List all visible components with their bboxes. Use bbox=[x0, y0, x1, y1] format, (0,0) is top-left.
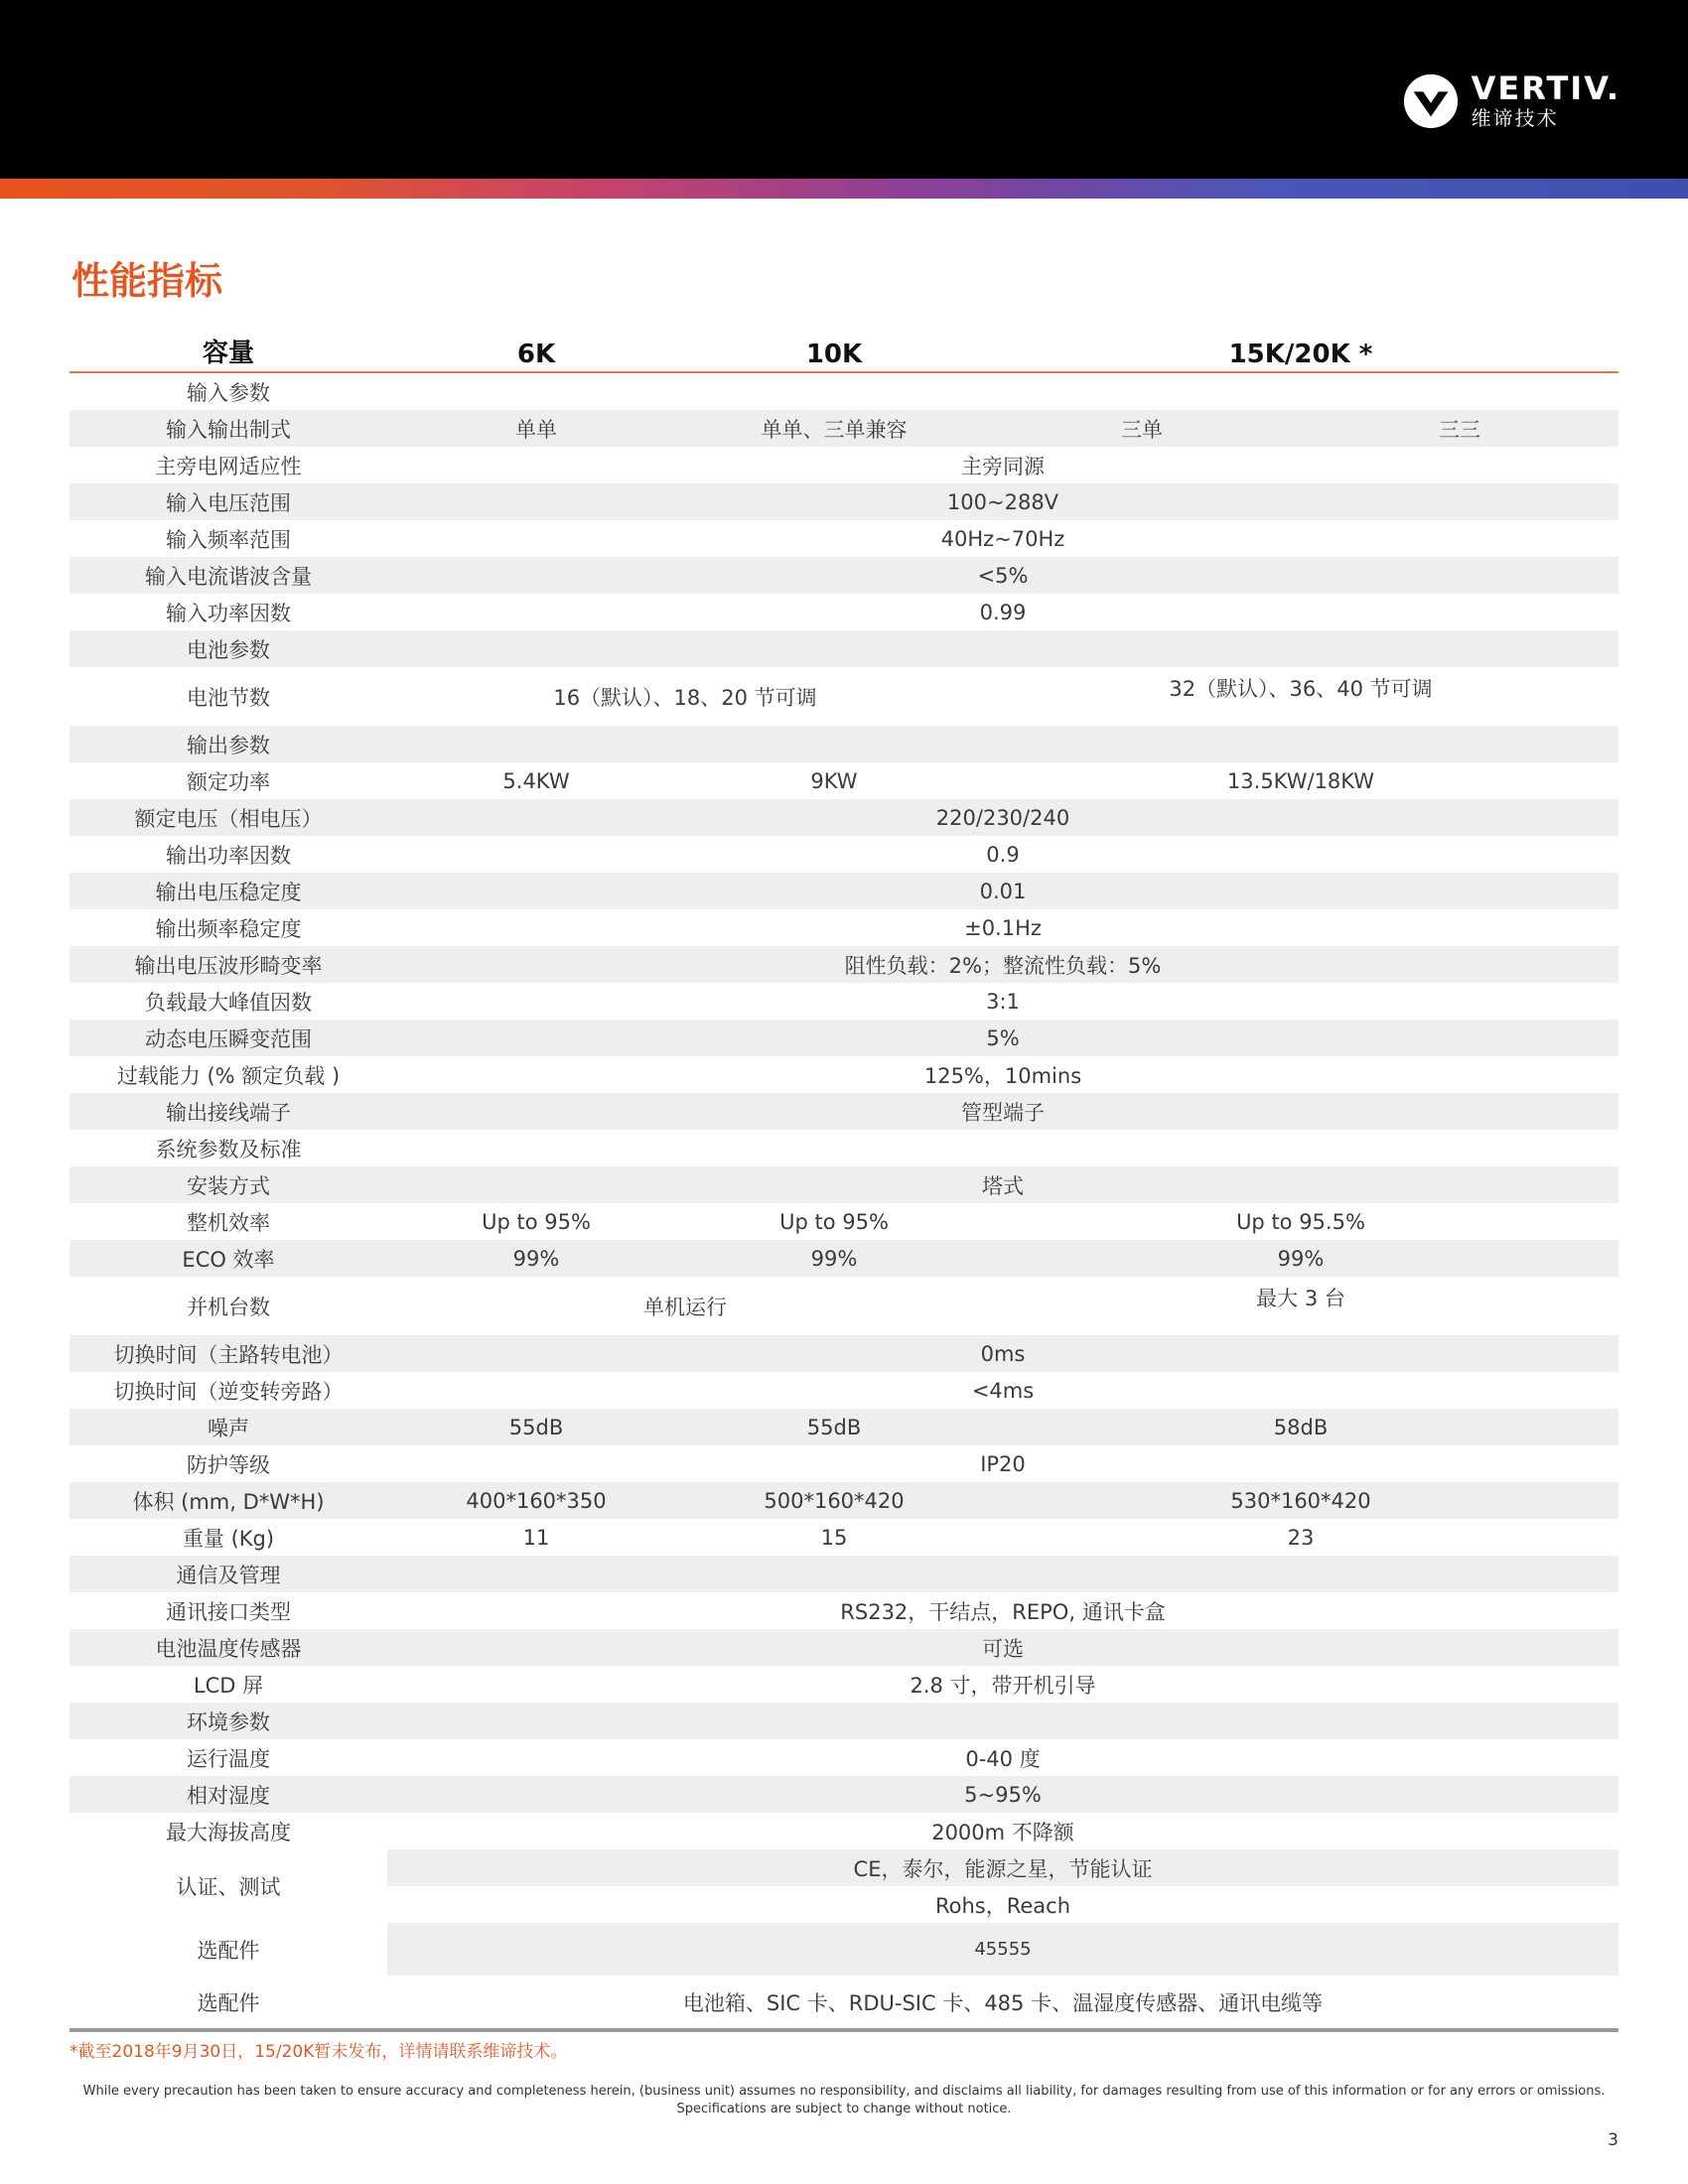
brand-name: VERTIV. bbox=[1471, 69, 1620, 107]
cell-15k-20k: 13.5KW/18KW bbox=[1226, 768, 1375, 793]
cell-all: 125%，10mins bbox=[923, 1063, 1082, 1088]
table-row bbox=[70, 1923, 1618, 1976]
cell-all: 0.9 bbox=[986, 842, 1020, 867]
cell-10k: 500*160*420 bbox=[685, 1482, 983, 1519]
table-row bbox=[70, 1629, 1618, 1666]
table-row bbox=[70, 1240, 1618, 1277]
cell-all: CE，泰尔，能源之星，节能认证 bbox=[387, 1849, 1618, 1886]
table-row bbox=[70, 1093, 1618, 1130]
page-title: 性能指标 bbox=[71, 259, 223, 303]
cell-6k: 99% bbox=[387, 1240, 685, 1277]
row-label: 通讯接口类型 bbox=[166, 1599, 291, 1624]
cell-all: 40Hz~70Hz bbox=[940, 526, 1065, 551]
table-row bbox=[70, 1166, 1618, 1203]
table-row bbox=[70, 1445, 1618, 1482]
cell-15k-20k: 最大 3 台 bbox=[1256, 1287, 1345, 1310]
table-row bbox=[70, 1409, 1618, 1445]
row-label: 额定功率 bbox=[187, 769, 270, 794]
row-label: 输入功率因数 bbox=[166, 601, 291, 625]
row-label: 电池温度传感器 bbox=[70, 1629, 387, 1666]
row-label: 并机台数 bbox=[187, 1295, 270, 1319]
row-label: 输出电压波形畸变率 bbox=[70, 946, 387, 983]
cell-all: 电池箱、SIC 卡、RDU-SIC 卡、485 卡、温湿度传感器、通讯电缆等 bbox=[387, 1976, 1618, 2030]
cell-15k: 三单 bbox=[983, 410, 1301, 447]
page-number: 3 bbox=[1608, 2130, 1618, 2150]
cell-15k-20k: 32（默认）、36、40 节可调 bbox=[1169, 677, 1433, 701]
row-label: 选配件 bbox=[70, 1976, 387, 2030]
cell-15k-20k: 530*160*420 bbox=[983, 1482, 1618, 1519]
row-label: 输出功率因数 bbox=[166, 843, 291, 868]
row-label: 额定电压（相电压） bbox=[70, 799, 387, 836]
column-header-10k: 10K bbox=[685, 328, 983, 372]
cell-10k: 单单、三单兼容 bbox=[685, 410, 983, 447]
cell-all: 0ms bbox=[387, 1335, 1618, 1372]
footnote: *截至2018年9月30日，15/20K暂未发布，详情请联系维谛技术。 bbox=[70, 2042, 568, 2062]
cell-all: 45555 bbox=[387, 1923, 1618, 1976]
cell-all: <4ms bbox=[971, 1378, 1035, 1403]
row-label: ECO 效率 bbox=[70, 1240, 387, 1277]
cell-15k-20k: Up to 95.5% bbox=[1236, 1209, 1365, 1234]
table-row bbox=[70, 1020, 1618, 1056]
cell-all: 管型端子 bbox=[387, 1093, 1618, 1130]
cell-all: 0-40 度 bbox=[965, 1746, 1041, 1771]
cell-6k: 55dB bbox=[387, 1409, 685, 1445]
cell-10k: 9KW bbox=[810, 768, 858, 793]
cell-10k: 55dB bbox=[685, 1409, 983, 1445]
section-row-battery bbox=[70, 630, 1618, 667]
cell-15k-20k: 58dB bbox=[983, 1409, 1618, 1445]
row-label: 体积 (mm, D*W*H) bbox=[70, 1482, 387, 1519]
table-row bbox=[70, 1056, 1618, 1093]
table-header-row bbox=[70, 328, 1618, 372]
row-label: 运行温度 bbox=[187, 1746, 270, 1771]
cell-6k: 单单 bbox=[387, 410, 685, 447]
cell-all: 阻性负载：2%；整流性负载：5% bbox=[387, 946, 1618, 983]
table-row bbox=[70, 1976, 1618, 2030]
brand-name-cn: 维谛技术 bbox=[1471, 106, 1559, 130]
section-label: 输入参数 bbox=[187, 380, 270, 405]
table-row bbox=[70, 909, 1618, 946]
table-row bbox=[70, 447, 1618, 483]
header-banner bbox=[0, 0, 1688, 179]
vertiv-logo-icon bbox=[1402, 72, 1460, 130]
section-row-comm bbox=[70, 1556, 1618, 1592]
row-label: 动态电压瞬变范围 bbox=[70, 1020, 387, 1056]
disclaimer bbox=[70, 2083, 1618, 2118]
row-label: 输出频率稳定度 bbox=[155, 916, 302, 941]
column-header-15k-20k: 15K/20K * bbox=[983, 328, 1618, 372]
vertiv-logo bbox=[1402, 71, 1620, 131]
table-row bbox=[70, 557, 1618, 594]
table-row bbox=[70, 1813, 1618, 1849]
table-row bbox=[70, 762, 1618, 799]
table-row bbox=[70, 873, 1618, 909]
row-label: 输入输出制式 bbox=[70, 410, 387, 447]
table-row bbox=[70, 836, 1618, 873]
table-row bbox=[70, 520, 1618, 557]
cell-all: IP20 bbox=[980, 1451, 1026, 1476]
table-row bbox=[70, 946, 1618, 983]
table-row bbox=[70, 1666, 1618, 1703]
cell-all: 5% bbox=[387, 1020, 1618, 1056]
cell-10k: 15 bbox=[820, 1525, 848, 1550]
row-label: 最大海拔高度 bbox=[166, 1820, 291, 1844]
cell-all: 0.99 bbox=[979, 600, 1027, 624]
disclaimer-line-2: Specifications are subject to change without notice. bbox=[676, 2102, 1012, 2116]
disclaimer-line-1: While every precaution has been taken to ensure accuracy and completeness herein, (business unit) assumes no responsibility, and disclaims all liability, for damages resulting from use of this information or for any errors or omissions. bbox=[82, 2084, 1606, 2099]
row-label: 输出接线端子 bbox=[70, 1093, 387, 1130]
cell-all: 可选 bbox=[387, 1629, 1618, 1666]
row-label: LCD 屏 bbox=[193, 1673, 264, 1698]
cell-all: 100~288V bbox=[387, 483, 1618, 520]
table-row bbox=[70, 1739, 1618, 1776]
section-row-output bbox=[70, 726, 1618, 762]
row-label: 主旁电网适应性 bbox=[155, 454, 302, 478]
table-row bbox=[70, 410, 1618, 447]
row-label: 过载能力 (% 额定负载 ) bbox=[116, 1063, 341, 1088]
cell-all: Rohs，Reach bbox=[934, 1893, 1071, 1918]
table-row bbox=[70, 983, 1618, 1020]
row-label: 安装方式 bbox=[70, 1166, 387, 1203]
cell-all: RS232，干结点，REPO, 通讯卡盒 bbox=[840, 1599, 1166, 1624]
cell-all: 5~95% bbox=[387, 1776, 1618, 1813]
row-label: 噪声 bbox=[70, 1409, 387, 1445]
row-label: 负载最大峰值因数 bbox=[145, 990, 312, 1015]
cell-6k-10k: 16（默认）、18、20 节可调 bbox=[553, 685, 817, 710]
section-row-system bbox=[70, 1130, 1618, 1166]
cell-6k: Up to 95% bbox=[482, 1209, 591, 1234]
section-row-environment bbox=[70, 1703, 1618, 1739]
cell-6k: 11 bbox=[522, 1525, 550, 1550]
table-row bbox=[70, 1776, 1618, 1813]
table-row bbox=[70, 667, 1618, 726]
row-label: 相对湿度 bbox=[70, 1776, 387, 1813]
row-label: 切换时间（逆变转旁路） bbox=[113, 1379, 344, 1404]
spec-table bbox=[70, 328, 1618, 2032]
row-label: 整机效率 bbox=[187, 1210, 270, 1235]
row-label: 输出电压稳定度 bbox=[70, 873, 387, 909]
row-label: 输入电压范围 bbox=[70, 483, 387, 520]
section-label: 系统参数及标准 bbox=[155, 1137, 302, 1161]
cell-6k: 400*160*350 bbox=[387, 1482, 685, 1519]
table-row bbox=[70, 1519, 1618, 1556]
row-label: 防护等级 bbox=[187, 1452, 270, 1477]
column-header-capacity: 容量 bbox=[70, 328, 387, 372]
cell-all: <5% bbox=[387, 557, 1618, 594]
table-row bbox=[70, 799, 1618, 836]
cell-all: 2.8 寸，带开机引导 bbox=[910, 1673, 1096, 1698]
row-label: 重量 (Kg) bbox=[182, 1526, 275, 1551]
cell-10k: 99% bbox=[685, 1240, 983, 1277]
table-row bbox=[70, 1592, 1618, 1629]
cell-all: ±0.1Hz bbox=[964, 915, 1042, 940]
row-label: 输入频率范围 bbox=[166, 527, 291, 552]
column-header-6k: 6K bbox=[387, 328, 685, 372]
table-row bbox=[70, 1482, 1618, 1519]
cell-15k-20k: 23 bbox=[1287, 1525, 1315, 1550]
cell-15k-20k: 99% bbox=[983, 1240, 1618, 1277]
section-row-input bbox=[70, 372, 1618, 410]
cell-6k-10k: 单机运行 bbox=[643, 1295, 727, 1319]
table-row bbox=[70, 1277, 1618, 1335]
cell-10k: Up to 95% bbox=[779, 1209, 889, 1234]
table-row bbox=[70, 1203, 1618, 1240]
row-label: 认证、测试 bbox=[176, 1875, 281, 1899]
gradient-divider bbox=[0, 179, 1688, 199]
section-label: 输出参数 bbox=[70, 726, 387, 762]
cell-all: 0.01 bbox=[387, 873, 1618, 909]
row-label: 切换时间（主路转电池） bbox=[70, 1335, 387, 1372]
section-label: 通信及管理 bbox=[70, 1556, 387, 1592]
table-row bbox=[70, 483, 1618, 520]
cell-all: 主旁同源 bbox=[961, 454, 1045, 478]
table-row bbox=[70, 1849, 1618, 1886]
cell-all: 塔式 bbox=[387, 1166, 1618, 1203]
table-row bbox=[70, 1372, 1618, 1409]
row-label: 选配件 bbox=[197, 1938, 260, 1963]
row-label: 输入电流谐波含量 bbox=[70, 557, 387, 594]
cell-6k: 5.4KW bbox=[502, 768, 570, 793]
cell-20k: 三三 bbox=[1301, 410, 1618, 447]
cell-all: 3:1 bbox=[986, 989, 1020, 1014]
table-row bbox=[70, 1335, 1618, 1372]
cell-all: 220/230/240 bbox=[387, 799, 1618, 836]
section-label: 环境参数 bbox=[70, 1703, 387, 1739]
cell-all: 2000m 不降额 bbox=[931, 1820, 1074, 1844]
row-label: 电池节数 bbox=[187, 685, 270, 710]
table-row bbox=[70, 594, 1618, 630]
section-label: 电池参数 bbox=[70, 630, 387, 667]
